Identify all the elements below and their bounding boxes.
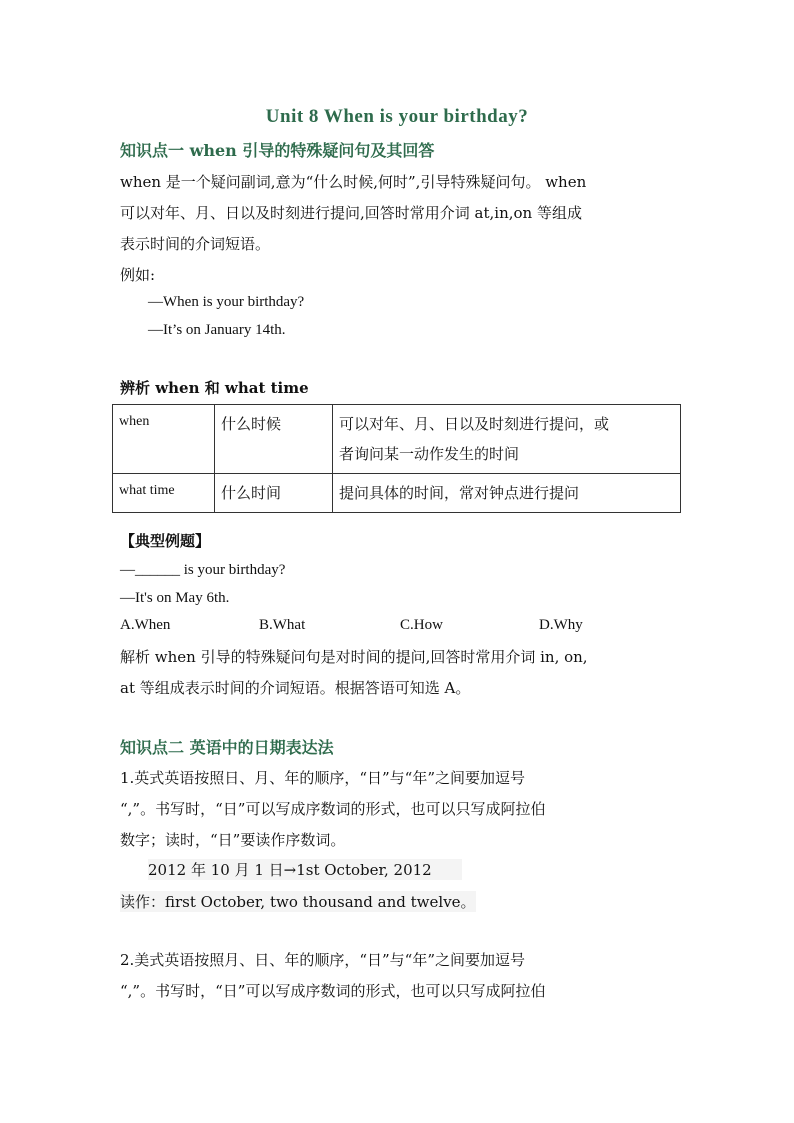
british-reading: 读作：first October, two thousand and twelve。 — [120, 893, 476, 911]
table-cell-usage — [333, 474, 681, 513]
usage-line1: 可以对年、月、日以及时刻进行提问，或 — [339, 415, 610, 433]
example-line1: —When is your birthday? — [148, 294, 305, 310]
british-date-example: 2012 年 10 月 1 日→1st October, 2012 — [148, 859, 462, 880]
british-rule-line3: 数字；读时，“日”要读作序数词。 — [120, 831, 346, 849]
analysis-line2: at 等组成表示时间的介词短语。根据答语可知选 A。 — [120, 679, 471, 697]
compare-heading: 辨析 when 和 what time — [120, 379, 309, 397]
option-b: B.What — [259, 617, 306, 633]
usage-line2: 者询问某一动作发生的时间 — [339, 445, 520, 463]
table-row — [113, 405, 681, 474]
example-line2: —It’s on January 14th. — [148, 322, 286, 338]
option-a: A.When — [120, 617, 171, 633]
compare-table — [112, 404, 681, 513]
section1-heading: 知识点一 when 引导的特殊疑问句及其回答 — [120, 141, 435, 160]
british-rule-line2: “,”。书写时，“日”可以写成序数词的形式，也可以只写成阿拉伯 — [120, 800, 546, 818]
section1-paragraph-line1: when 是一个疑问副词,意为“什么时候,何时”,引导特殊疑问句。 when — [120, 173, 587, 191]
option-d: D.Why — [539, 617, 583, 633]
analysis-line1: 解析 when 引导的特殊疑问句是对时间的提问,回答时常用介词 in, on, — [120, 648, 588, 666]
table-row — [113, 474, 681, 513]
usage-line1: 提问具体的时间，常对钟点进行提问 — [339, 484, 580, 502]
british-rule-line1: 1.英式英语按照日、月、年的顺序，“日”与“年”之间要加逗号 — [120, 769, 525, 787]
question-line2: —It's on May 6th. — [120, 590, 230, 606]
american-rule-line2: “,”。书写时，“日”可以写成序数词的形式，也可以只写成阿拉伯 — [120, 982, 546, 1000]
example-section-heading: 【典型例题】 — [120, 532, 211, 550]
question-line1: —______ is your birthday? — [120, 562, 286, 578]
page-title: Unit 8 When is your birthday? — [265, 106, 529, 127]
table-cell-usage — [333, 405, 681, 474]
section2-heading: 知识点二 英语中的日期表达法 — [120, 738, 334, 757]
table-cell-meaning: 什么时候 — [215, 405, 333, 474]
section1-paragraph-line3: 表示时间的介词短语。 — [120, 235, 271, 253]
option-c: C.How — [400, 617, 443, 633]
section1-paragraph-line2: 可以对年、月、日以及时刻进行提问,回答时常用介词 at,in,on 等组成 — [120, 204, 582, 222]
table-cell-word: what time — [113, 474, 215, 513]
table-cell-word: when — [113, 405, 215, 474]
table-cell-meaning: 什么时间 — [215, 474, 333, 513]
american-rule-line1: 2.美式英语按照月、日、年的顺序，“日”与“年”之间要加逗号 — [120, 951, 525, 969]
example-label: 例如: — [120, 266, 156, 284]
